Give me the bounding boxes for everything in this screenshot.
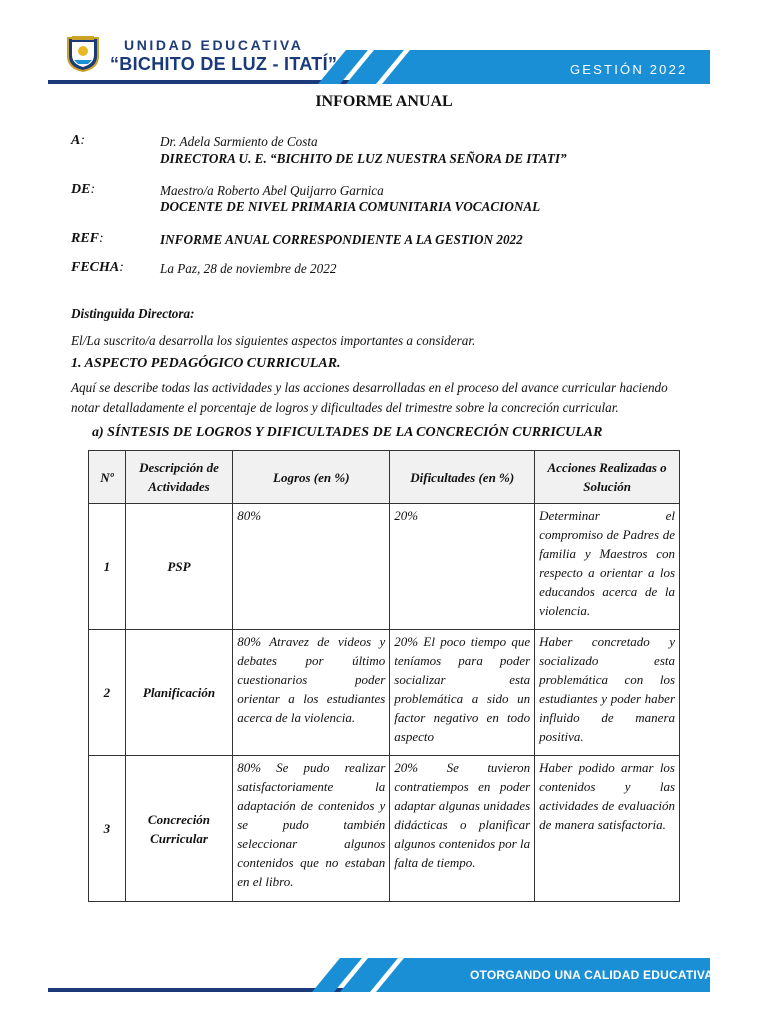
row-description: Planificación — [125, 630, 233, 756]
footer-slogan: OTORGANDO UNA CALIDAD EDUCATIVA — [470, 968, 714, 982]
col-header-description: Descripción de Actividades — [125, 451, 233, 504]
document-title: INFORME ANUAL — [315, 93, 453, 110]
row-achievements: 80% Atravez de videos y debates por último cuestionarios poder orientar a los estudiantes acerca de la violencia. — [233, 630, 390, 756]
school-type: UNIDAD EDUCATIVA — [124, 37, 304, 53]
ref-value: INFORME ANUAL CORRESPONDIENTE A LA GESTION 2022 — [160, 232, 523, 247]
row-number: 2 — [89, 630, 126, 756]
school-name: “BICHITO DE LUZ - ITATÍ” — [110, 54, 338, 74]
intro-text: El/La suscrito/a desarrolla los siguientes aspectos importantes a considerar. — [71, 333, 476, 348]
row-actions: Haber concretado y socializado esta problemática con los estudiantes y poder haber influido de manera positiva. — [535, 630, 680, 756]
gestion-label: GESTIÓN 2022 — [570, 62, 688, 77]
row-achievements: 80% — [233, 504, 390, 630]
row-description: PSP — [125, 504, 233, 630]
row-number: 1 — [89, 504, 126, 630]
from-label: DE: — [71, 182, 96, 197]
table-row — [89, 504, 680, 630]
row-number: 3 — [89, 756, 126, 902]
section-text-line1: Aquí se describe todas las actividades y las acciones desarrolladas en el proceso del avance curricular haciendo — [71, 380, 668, 395]
results-table — [88, 450, 680, 902]
col-header-actions: Acciones Realizadas o Solución — [535, 451, 680, 504]
date-value: La Paz, 28 de noviembre de 2022 — [160, 261, 337, 276]
row-actions: Haber podido armar los contenidos y las actividades de evaluación de manera satisfactoria. — [535, 756, 680, 902]
row-actions: Determinar el compromiso de Padres de familia y Maestros con respecto a orientar a los educandos acerca de la violencia. — [535, 504, 680, 630]
to-position: DIRECTORA U. E. “BICHITO DE LUZ NUESTRA SEÑORA DE ITATI” — [160, 151, 567, 166]
letterhead — [0, 0, 768, 100]
subsection-heading: a) SÍNTESIS DE LOGROS Y DIFICULTADES DE LA CONCRECIÓN CURRICULAR — [92, 425, 603, 440]
date-label-text: FECHA — [71, 260, 120, 275]
table-row — [89, 756, 680, 902]
section-heading: 1. ASPECTO PEDAGÓGICO CURRICULAR. — [71, 356, 341, 371]
table-row — [89, 630, 680, 756]
date-label: FECHA: — [71, 260, 124, 275]
ref-label-text: REF — [71, 231, 100, 246]
row-achievements: 80% Se pudo realizar satisfactoriamente la adaptación de contenidos y se pudo también seleccionar algunos contenidos que no estaban en el libro. — [233, 756, 390, 902]
row-difficulties: 20% El poco tiempo que teníamos para poder socializar esta problemática a sido un factor negativo en todo aspecto — [390, 630, 535, 756]
col-header-achievements: Logros (en %) — [233, 451, 390, 504]
section-text-line2: notar detalladamente el porcentaje de logros y dificultades del trimestre sobre la concreción curricular. — [71, 400, 619, 415]
to-label: A: — [71, 133, 86, 148]
letterhead-band — [0, 0, 768, 100]
from-position: DOCENTE DE NIVEL PRIMARIA COMUNITARIA VOCACIONAL — [160, 199, 541, 214]
to-name: Dr. Adela Sarmiento de Costa — [160, 134, 318, 149]
row-difficulties: 20% — [390, 504, 535, 630]
ref-label: REF: — [71, 231, 104, 246]
table-header-row — [89, 451, 680, 504]
col-header-number: Nº — [89, 451, 126, 504]
col-header-difficulties: Dificultades (en %) — [390, 451, 535, 504]
greeting: Distinguida Directora: — [71, 306, 195, 321]
school-crest-logo — [66, 34, 100, 72]
from-name: Maestro/a Roberto Abel Quijarro Garnica — [160, 183, 384, 198]
row-difficulties: 20% Se tuvieron contratiempos en poder adaptar algunas unidades didácticas o planificar algunos contenidos por la falta de tiempo. — [390, 756, 535, 902]
to-label-text: A — [71, 133, 81, 148]
row-description: Concreción Curricular — [125, 756, 233, 902]
from-label-text: DE — [71, 182, 91, 197]
